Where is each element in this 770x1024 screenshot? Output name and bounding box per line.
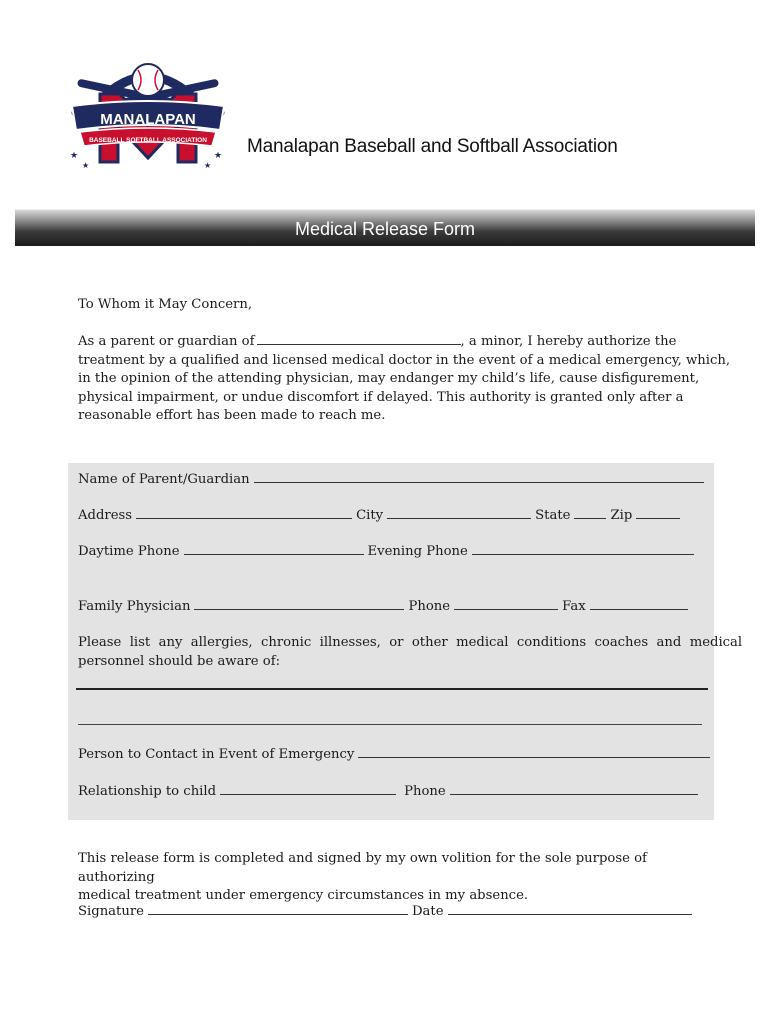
information-panel — [68, 463, 743, 820]
parent-label: Name of Parent/Guardian — [78, 472, 250, 487]
physician-label: Family Physician — [78, 599, 191, 614]
address-field[interactable] — [136, 517, 352, 519]
state-field[interactable] — [574, 517, 606, 519]
physician-phone-label: Phone — [408, 599, 451, 614]
date-field[interactable] — [448, 913, 692, 915]
evening-phone-field[interactable] — [472, 553, 694, 555]
address-row — [78, 508, 704, 523]
star-icon: ★ — [214, 151, 223, 161]
baseball-icon — [132, 64, 164, 96]
release-line-1: This release form is completed and signed by my own volition for the sole purpose of authorizing — [78, 851, 647, 885]
physician-field[interactable] — [194, 608, 404, 610]
form-title-banner — [15, 209, 755, 246]
city-label: City — [356, 508, 384, 523]
physician-row — [78, 599, 704, 614]
allergies-field-1[interactable] — [76, 688, 708, 690]
signature-field[interactable] — [148, 913, 408, 915]
organization-title: Manalapan Baseball and Softball Association — [247, 136, 618, 157]
star-icon: ★ — [82, 161, 90, 170]
allergies-line-2: personnel should be aware of: — [78, 653, 281, 669]
fax-field[interactable] — [590, 608, 688, 610]
parent-row — [78, 472, 704, 487]
logo-name: MANALAPAN — [100, 111, 196, 128]
emergency-row — [78, 747, 704, 762]
star-icon: ★ — [204, 161, 212, 170]
intro-start: As a parent or guardian of — [78, 334, 255, 349]
intro-end: , a minor, I hereby authorize the — [460, 334, 677, 349]
allergies-prompt — [78, 634, 743, 671]
daytime-phone-field[interactable] — [184, 553, 364, 555]
parent-name-field[interactable] — [254, 481, 704, 483]
relationship-label: Relationship to child — [78, 784, 217, 799]
star-icon: ★ — [70, 151, 79, 161]
state-label: State — [535, 508, 571, 523]
intro-line-2: treatment by a qualified and licensed medical doctor in the event of a medical emergency, which, — [78, 352, 731, 368]
evening-phone-label: Evening Phone — [367, 544, 468, 559]
form-title: Medical Release Form — [294, 219, 476, 239]
release-statement — [78, 850, 718, 906]
authorization-paragraph — [78, 332, 731, 426]
association-logo — [62, 54, 234, 172]
logo-subtitle: BASEBALL SOFTBALL ASSOCIATION — [89, 137, 207, 144]
intro-line-3: in the opinion of the attending physician, may endanger my child’s life, cause disfigurement, — [78, 371, 700, 386]
zip-label: Zip — [610, 508, 633, 523]
date-label: Date — [411, 904, 444, 919]
fax-label: Fax — [562, 599, 586, 614]
relationship-field[interactable] — [220, 793, 396, 795]
minor-name-field[interactable] — [257, 332, 461, 345]
relationship-phone-label: Phone — [404, 784, 446, 799]
emergency-contact-label: Person to Contact in Event of Emergency — [78, 747, 355, 762]
signature-row — [78, 904, 696, 919]
salutation: To Whom it May Concern, — [78, 297, 253, 312]
city-field[interactable] — [387, 517, 531, 519]
intro-line-5: reasonable effort has been made to reach me. — [78, 408, 386, 423]
allergies-field-2[interactable] — [78, 724, 702, 725]
emergency-contact-field[interactable] — [358, 756, 710, 758]
relationship-row — [78, 784, 704, 799]
physician-phone-field[interactable] — [454, 608, 558, 610]
phone-row — [78, 544, 704, 559]
zip-field[interactable] — [636, 517, 680, 519]
signature-label: Signature — [78, 904, 144, 919]
daytime-phone-label: Daytime Phone — [78, 544, 180, 559]
address-label: Address — [78, 508, 133, 523]
relationship-phone-field[interactable] — [450, 793, 698, 795]
allergies-line-1: Please list any allergies, chronic illnesses, or other medical conditions coaches and medical — [78, 635, 743, 650]
release-line-2: medical treatment under emergency circumstances in my absence. — [78, 888, 529, 903]
intro-line-4: physical impairment, or undue discomfort if delayed. This authority is granted only after a — [78, 389, 684, 405]
